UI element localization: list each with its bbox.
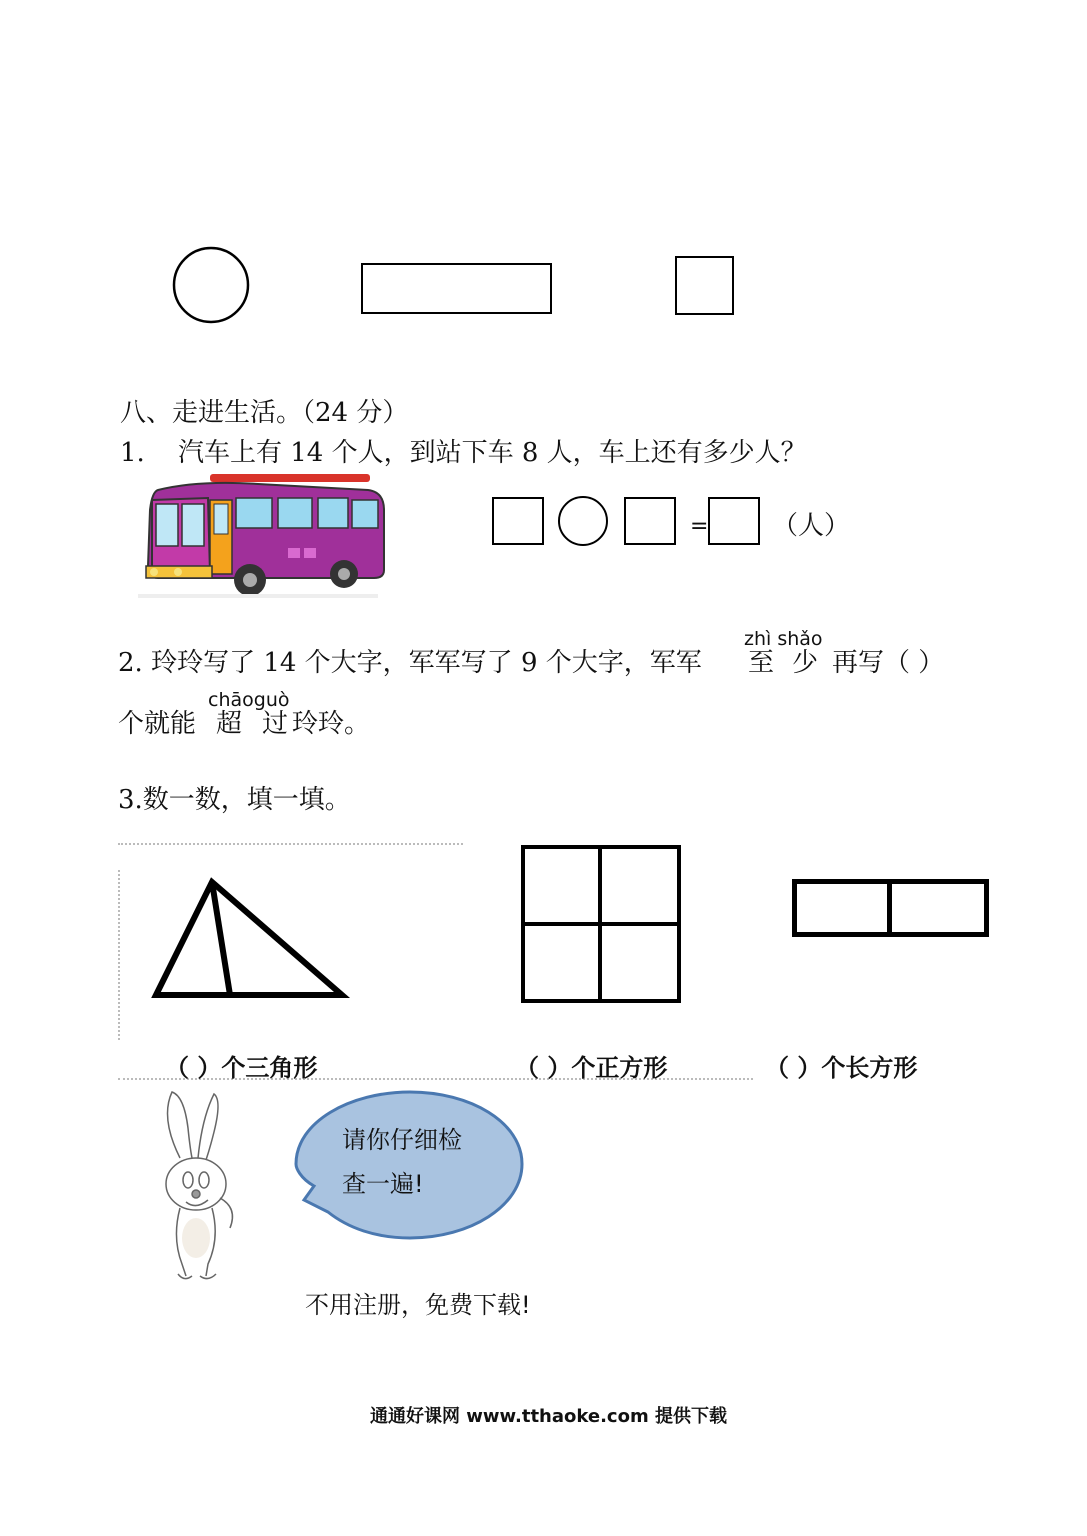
word-zhi: 至 [748,648,775,678]
word-shao: 少 [792,648,819,678]
rectangle-count-answer[interactable]: （ ）个长方形 [765,1054,918,1082]
footer-text: 通通好课网 www.tthaoke.com 提供下载 [370,1406,727,1427]
question-1-text: 汽车上有 14 个人，到站下车 8 人，车上还有多少人？ [178,438,807,468]
word-guo: 过 [262,709,289,739]
promo-text: 不用注册，免费下载! [305,1291,531,1319]
question-1-number: 1. [120,438,145,468]
unit-label: （人） [772,511,851,541]
speech-bubble-line-1: 请你仔细检 [342,1126,462,1154]
word-chao: 超 [216,709,243,739]
square-count-answer[interactable]: （ ）个正方形 [515,1054,668,1082]
speech-bubble-line-2: 查一遍! [342,1170,424,1198]
question-2-line-1: 2. 玲玲写了 14 个大字，军军写了 9 个大字，军军 [118,648,702,678]
equals-sign: = [690,514,709,539]
triangle-count-answer[interactable]: （ ）个三角形 [165,1054,318,1082]
question-2-line-2-start: 个就能 [118,709,197,739]
speech-bubble-shape [290,1088,530,1248]
question-3-title: 3.数一数，填一填。 [118,785,351,815]
question-2-line-2-end: 玲玲。 [292,709,371,739]
bunny-mascot-icon [150,1088,250,1284]
rectangle-pair-figure [792,879,989,937]
pinyin-zhishao: zhì shǎo [744,628,823,650]
pinyin-chaoguo: chāoguò [208,689,290,711]
square-grid-figure [521,845,681,1003]
question-2-answer-blank[interactable]: 再写（ ） [832,648,945,678]
section-title: 八、走进生活。（24 分） [120,398,409,428]
